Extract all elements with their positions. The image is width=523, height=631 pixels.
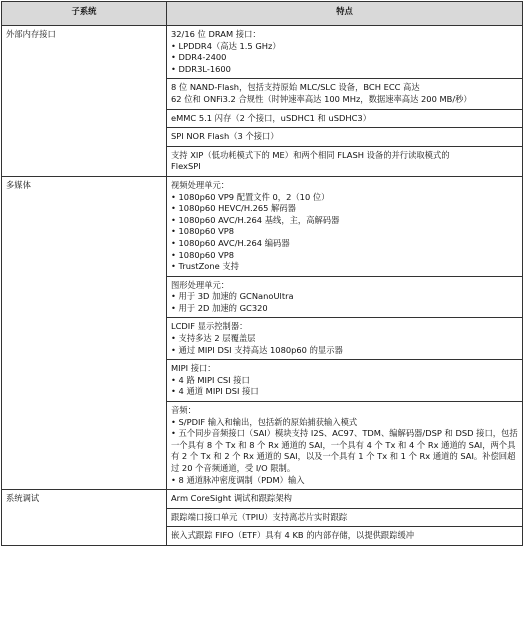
feature-cell <box>167 490 523 509</box>
feature-bullet: • 用于 2D 加速的 GC320 <box>171 303 518 315</box>
feature-text: SPI NOR Flash（3 个接口） <box>171 131 279 142</box>
feature-title: 视频处理单元： <box>171 179 230 190</box>
header-subsystem: 子系统 <box>2 2 167 26</box>
feature-bullet: • DDR3L-1600 <box>171 64 518 76</box>
feature-text: 62 位和 ONFi3.2 合规性（时钟速率高达 100 MHz，数据速率高达 200 MB/秒） <box>171 93 472 104</box>
feature-bullet: • LPDDR4（高达 1.5 GHz） <box>171 41 518 53</box>
table-body <box>2 26 523 546</box>
subsystem-cell: 外部内存接口 <box>2 26 167 177</box>
subsystem-cell: 多媒体 <box>2 176 167 489</box>
feature-bullet: • 1080p60 VP8 <box>171 226 518 238</box>
feature-title: 图形处理单元： <box>171 279 230 290</box>
feature-text: Arm CoreSight 调试和跟踪架构 <box>171 493 292 504</box>
feature-cell <box>167 402 523 490</box>
feature-text: 8 位 NAND-Flash，包括支持原始 MLC/SLC 设备，BCH ECC 高达 <box>171 82 420 93</box>
feature-bullet: • 通过 MIPI DSI 支持高达 1080p60 的显示器 <box>171 345 518 357</box>
feature-cell <box>167 360 523 402</box>
feature-cell <box>167 79 523 109</box>
feature-title: 音频： <box>171 405 196 416</box>
feature-cell <box>167 26 523 79</box>
header-row <box>2 2 523 26</box>
feature-cell <box>167 508 523 527</box>
feature-cell <box>167 146 523 176</box>
feature-bullet: • 4 通道 MIPI DSI 接口 <box>171 386 518 398</box>
feature-bullet: • 1080p60 AVC/H.264 编码器 <box>171 238 518 250</box>
feature-bullet: • DDR4-2400 <box>171 52 518 64</box>
feature-text: eMMC 5.1 闪存（2 个接口，uSDHC1 和 uSDHC3） <box>171 112 371 123</box>
feature-bullet: • S/PDIF 输入和输出，包括新的原始捕获输入模式 <box>171 417 518 429</box>
feature-bullet: • 1080p60 HEVC/H.265 解码器 <box>171 203 518 215</box>
feature-title: 32/16 位 DRAM 接口： <box>171 29 261 39</box>
feature-bullet: • 支持多达 2 层覆盖层 <box>171 333 518 345</box>
subsystem-cell: 系统调试 <box>2 490 167 546</box>
feature-text: 支持 XIP（低功耗模式下的 ME）和两个相同 FLASH 设备的并行读取模式的 <box>171 149 450 160</box>
feature-bullet: • 4 路 MIPI CSI 接口 <box>171 375 518 387</box>
table-row <box>2 176 523 276</box>
feature-cell <box>167 109 523 128</box>
feature-cell <box>167 128 523 147</box>
table-row <box>2 26 523 79</box>
feature-bullet: • 8 通道脉冲密度调制（PDM）输入 <box>171 475 518 487</box>
feature-title: LCDIF 显示控制器： <box>171 321 248 332</box>
header-features: 特点 <box>167 2 523 26</box>
feature-title: MIPI 接口： <box>171 363 216 374</box>
feature-cell <box>167 176 523 276</box>
feature-bullet: • 用于 3D 加速的 GCNanoUltra <box>171 291 518 303</box>
feature-text: 嵌入式跟踪 FIFO（ETF）具有 4 KB 的内部存储，以提供跟踪缓冲 <box>171 530 415 541</box>
feature-bullet: • 五个同步音频接口（SAI）模块支持 I2S、AC97、TDM、编解码器/DSP 和 DSD 接口，包括一个具有 8 个 Tx 和 8 个 Rx 通道的 SAI，一个具有 4 个 Tx 和 4 个 Rx 通道的 SAI，两个具有 2 个 Tx 和 2 个 Rx 通道的 SAI，以及一个具有 1 个 Tx 和 1 个 Rx 通道的 SAI。补偿回超过 20 个音频通道，受 I/O 限制。 <box>171 428 518 474</box>
spec-table <box>1 1 523 546</box>
feature-bullet: • 1080p60 AVC/H.264 基线，主，高解码器 <box>171 215 518 227</box>
feature-text: 跟踪端口接口单元（TPIU）支持离芯片实时跟踪 <box>171 511 348 522</box>
feature-bullet: • 1080p60 VP8 <box>171 250 518 262</box>
table-row <box>2 490 523 509</box>
feature-bullet: • TrustZone 支持 <box>171 261 518 273</box>
feature-cell <box>167 276 523 318</box>
feature-text: FlexSPI <box>171 161 201 172</box>
feature-bullet: • 1080p60 VP9 配置文件 0，2（10 位） <box>171 192 518 204</box>
feature-cell <box>167 318 523 360</box>
feature-cell <box>167 527 523 546</box>
